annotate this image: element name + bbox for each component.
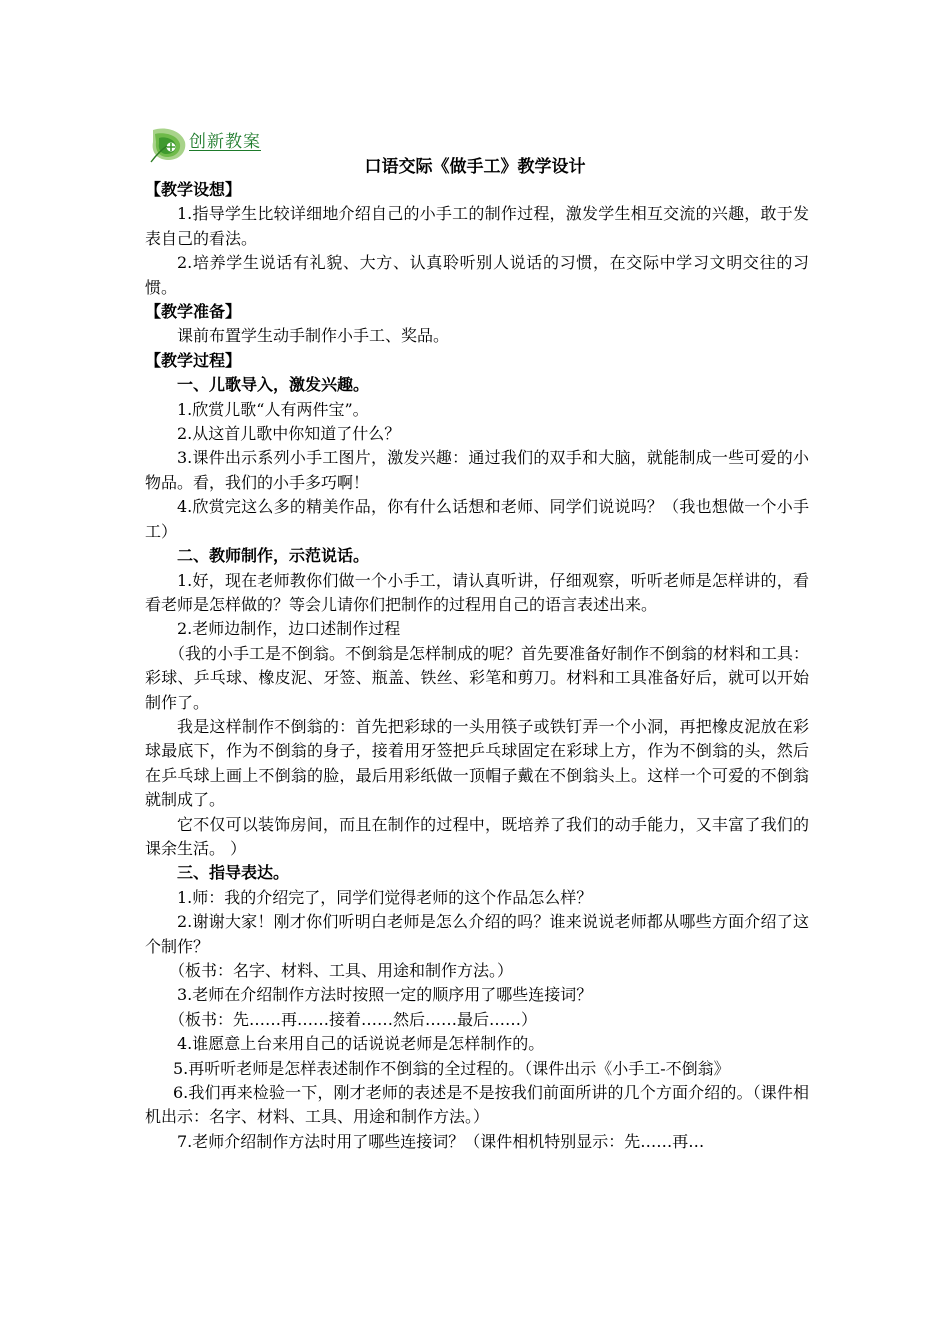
section-heading: 【教学准备】 (145, 302, 242, 322)
paragraph: 1.欣赏儿歌“人有两件宝”。 (177, 399, 369, 419)
paragraph: 2.从这首儿歌中你知道了什么？ (177, 424, 401, 444)
subsection-heading: 二、教师制作，示范说话。 (177, 546, 370, 566)
document-title: 口语交际《做手工》教学设计 (364, 157, 586, 177)
paragraph: 5.再听听老师是怎样表述制作不倒翁的全过程的。（课件出示《小手工-不倒翁》 (173, 1058, 730, 1078)
paragraph: 3.老师在介绍制作方法时按照一定的顺序用了哪些连接词？ (177, 985, 593, 1005)
paragraph: （板书：名字、材料、工具、用途和制作方法。） (169, 961, 514, 980)
section-heading: 【教学过程】 (145, 350, 242, 370)
paragraph: 6.我们再来检验一下，刚才老师的表述是不是按我们前面所讲的几个方面介绍的。（课件相机出示：名字、材料、工具、用途和制作方法。） (145, 1083, 809, 1127)
paragraph: 3.课件出示系列小手工图片，激发兴趣：通过我们的双手和大脑，就能制成一些可爱的小物品。看，我们的小手多巧啊！ (145, 448, 809, 492)
paragraph: 2.谢谢大家！刚才你们听明白老师是怎么介绍的吗？谁来说说老师都从哪些方面介绍了这个制作？ (145, 912, 809, 956)
paragraph: 1.师：我的介绍完了，同学们觉得老师的这个作品怎么样？ (177, 887, 593, 907)
paragraph: 1.好，现在老师教你们做一个小手工，请认真听讲，仔细观察，听听老师是怎样讲的，看看老师是怎样做的？等会儿请你们把制作的过程用自己的语言表述出来。 (145, 570, 809, 614)
subsection-heading: 三、指导表达。 (177, 863, 290, 883)
paragraph: 2.老师边制作，边口述制作过程 (177, 619, 401, 639)
paragraph: 课前布置学生动手制作小手工、奖品。 (177, 326, 450, 346)
paragraph: （我的小手工是不倒翁。不倒翁是怎样制成的呢？首先要准备好制作不倒翁的材料和工具：彩球、乒乓球、橡皮泥、牙签、瓶盖、铁丝、彩笔和剪刀。材料和工具准备好后，就可以开始制作了。 (145, 643, 810, 712)
paragraph: 1.指导学生比较详细地介绍自己的小手工的制作过程，激发学生相互交流的兴趣，敢于发表自己的看法。 (145, 204, 809, 248)
subsection-heading: 一、儿歌导入，激发兴趣。 (177, 375, 370, 395)
paragraph: 4.欣赏完这么多的精美作品，你有什么话想和老师、同学们说说吗？（我也想做一个小手工） (145, 497, 809, 541)
paragraph: （板书：先……再……接着……然后……最后……） (169, 1009, 538, 1029)
logo-text: 创新教案 (189, 132, 261, 152)
paragraph: 4.谁愿意上台来用自己的话说说老师是怎样制作的。 (177, 1034, 545, 1054)
paragraph: 我是这样制作不倒翁的：首先把彩球的一头用筷子或铁钉弄一个小洞，再把橡皮泥放在彩球最底下，作为不倒翁的身子，接着用牙签把乒乓球固定在彩球上方，作为不倒翁的头，然后在乒乓球上画上不倒翁的脸，最后用彩纸做一顶帽子戴在不倒翁头上。这样一个可爱的不倒翁就制成了。 (145, 716, 809, 810)
paragraph: 2.培养学生说话有礼貌、大方、认真聆听别人说话的习惯，在交际中学习文明交往的习惯。 (145, 253, 809, 297)
section-heading: 【教学设想】 (145, 180, 242, 199)
paragraph: 7.老师介绍制作方法时用了哪些连接词？（课件相机特别显示：先……再… (177, 1131, 705, 1151)
paragraph: 它不仅可以装饰房间，而且在制作的过程中，既培养了我们的动手能力，又丰富了我们的课余生活。 ） (145, 814, 809, 858)
document-body (145, 178, 809, 1154)
